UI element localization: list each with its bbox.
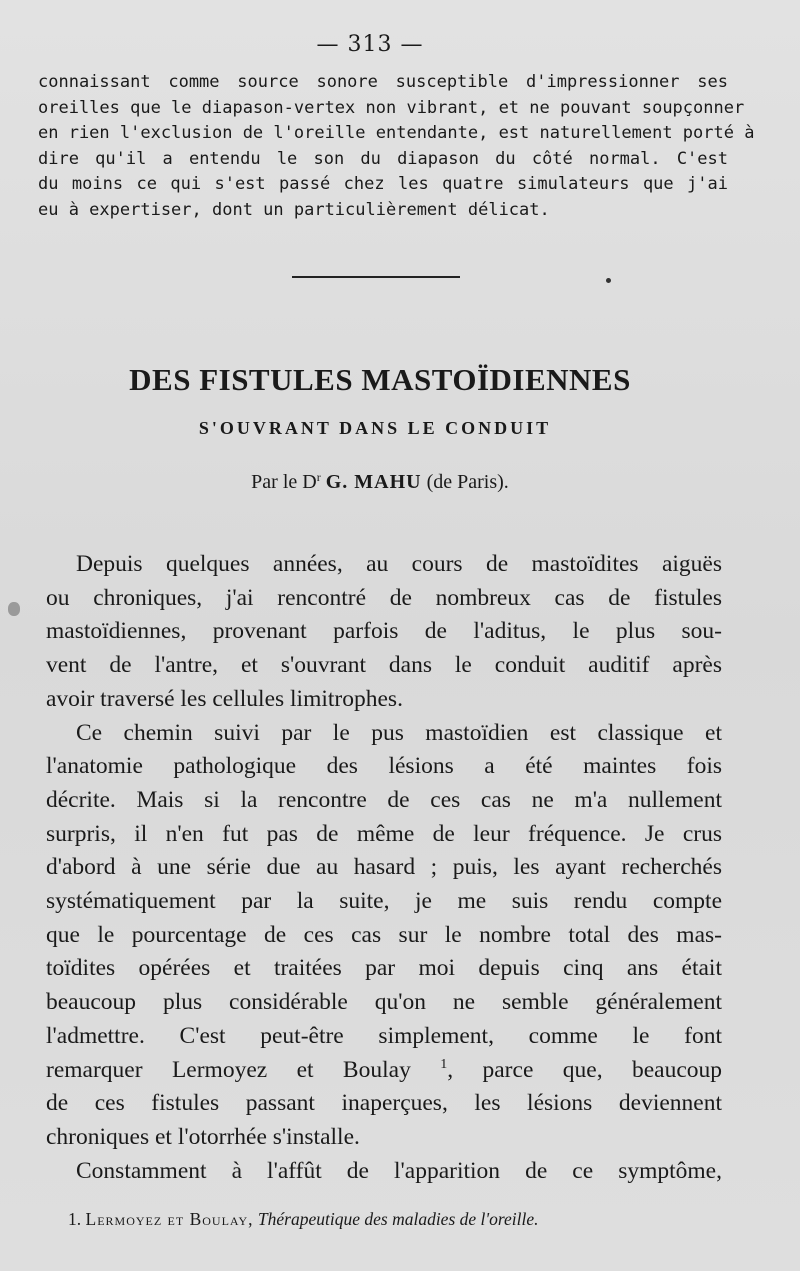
- body-line-part: , parce que, beaucoup: [447, 1056, 723, 1083]
- body-line: surpris, il n'en fut pas de même de leur fréquence. Je crus: [46, 820, 722, 847]
- footnote: [68, 1209, 718, 1230]
- body-line: avoir traversé les cellules limitrophes.: [46, 685, 403, 712]
- body-line: Constamment à l'affût de l'apparition de ce symptôme,: [76, 1157, 722, 1184]
- body-line: Depuis quelques années, au cours de mastoïdites aiguës: [76, 551, 722, 577]
- body-line: Ce chemin suivi par le pus mastoïdien est classique et: [76, 719, 722, 746]
- intro-line: du moins ce qui s'est passé chez les quatre simulateurs que j'ai: [38, 174, 728, 194]
- intro-paragraph: [38, 70, 755, 223]
- intro-line: eu à expertiser, dont un particulièrement délicat.: [38, 199, 550, 220]
- byline-suffix: (de Paris).: [426, 471, 509, 493]
- footnote-number: 1.: [68, 1209, 82, 1229]
- intro-line: oreilles que le diapason-vertex non vibrant, et ne pouvant soupçonner: [38, 97, 745, 118]
- body-line: systématiquement par la suite, je me suis rendu compte: [46, 888, 722, 915]
- body-line: que le pourcentage de ces cas sur le nombre total des mas-: [46, 921, 722, 948]
- intro-line: en rien l'exclusion de l'oreille entendante, est naturellement porté à: [38, 123, 755, 143]
- body-line: d'abord à une série due au hasard ; puis, les ayant recherchés: [46, 854, 722, 881]
- footnote-ref[interactable]: 1: [440, 1056, 448, 1072]
- body-line: décrite. Mais si la rencontre de ces cas ne m'a nullement: [46, 786, 722, 813]
- body-line: vent de l'antre, et s'ouvrant dans le conduit auditif après: [46, 652, 722, 679]
- body-line: toïdites opérées et traitées par moi depuis cinq ans était: [46, 955, 722, 982]
- paper-stain: [8, 602, 20, 616]
- body-line: ou chroniques, j'ai rencontré de nombreux cas de fistules: [46, 584, 722, 611]
- page-number: — 313 —: [316, 32, 424, 57]
- body-line-part: remarquer Lermoyez et Boulay: [46, 1056, 411, 1083]
- intro-line: dire qu'il a entendu le son du diapason du côté normal. C'est: [38, 148, 728, 169]
- body-line: chroniques et l'otorrhée s'installe.: [46, 1123, 360, 1150]
- article-title: DES FISTULES MASTOÏDIENNES: [129, 362, 631, 397]
- footnote-work: Thérapeutique des maladies de l'oreille.: [257, 1209, 539, 1229]
- intro-line: connaissant comme source sonore susceptible d'impressionner ses: [38, 72, 728, 92]
- body-line: beaucoup plus considérable qu'on ne semble généralement: [46, 989, 722, 1016]
- body-line-with-footnote: [46, 1054, 722, 1088]
- body-line: de ces fistules passant inaperçues, les lésions deviennent: [46, 1090, 722, 1117]
- byline-sup: r: [316, 470, 321, 484]
- article-subtitle: S'OUVRANT DANS LE CONDUIT: [198, 418, 552, 438]
- author-name: G. MAHU: [325, 471, 422, 493]
- body-line: l'anatomie pathologique des lésions a été maintes fois: [46, 753, 722, 780]
- section-divider: [292, 276, 460, 278]
- article-byline: [0, 470, 760, 494]
- body-line: l'admettre. C'est peut-être simplement, comme le font: [46, 1022, 722, 1049]
- body-line: mastoïdiennes, provenant parfois de l'aditus, le plus sou-: [46, 618, 722, 645]
- article-body: [46, 548, 722, 1188]
- print-speck: [606, 278, 611, 283]
- footnote-authors: Lermoyez et Boulay,: [85, 1209, 254, 1229]
- byline-prefix: Par le D: [251, 471, 317, 493]
